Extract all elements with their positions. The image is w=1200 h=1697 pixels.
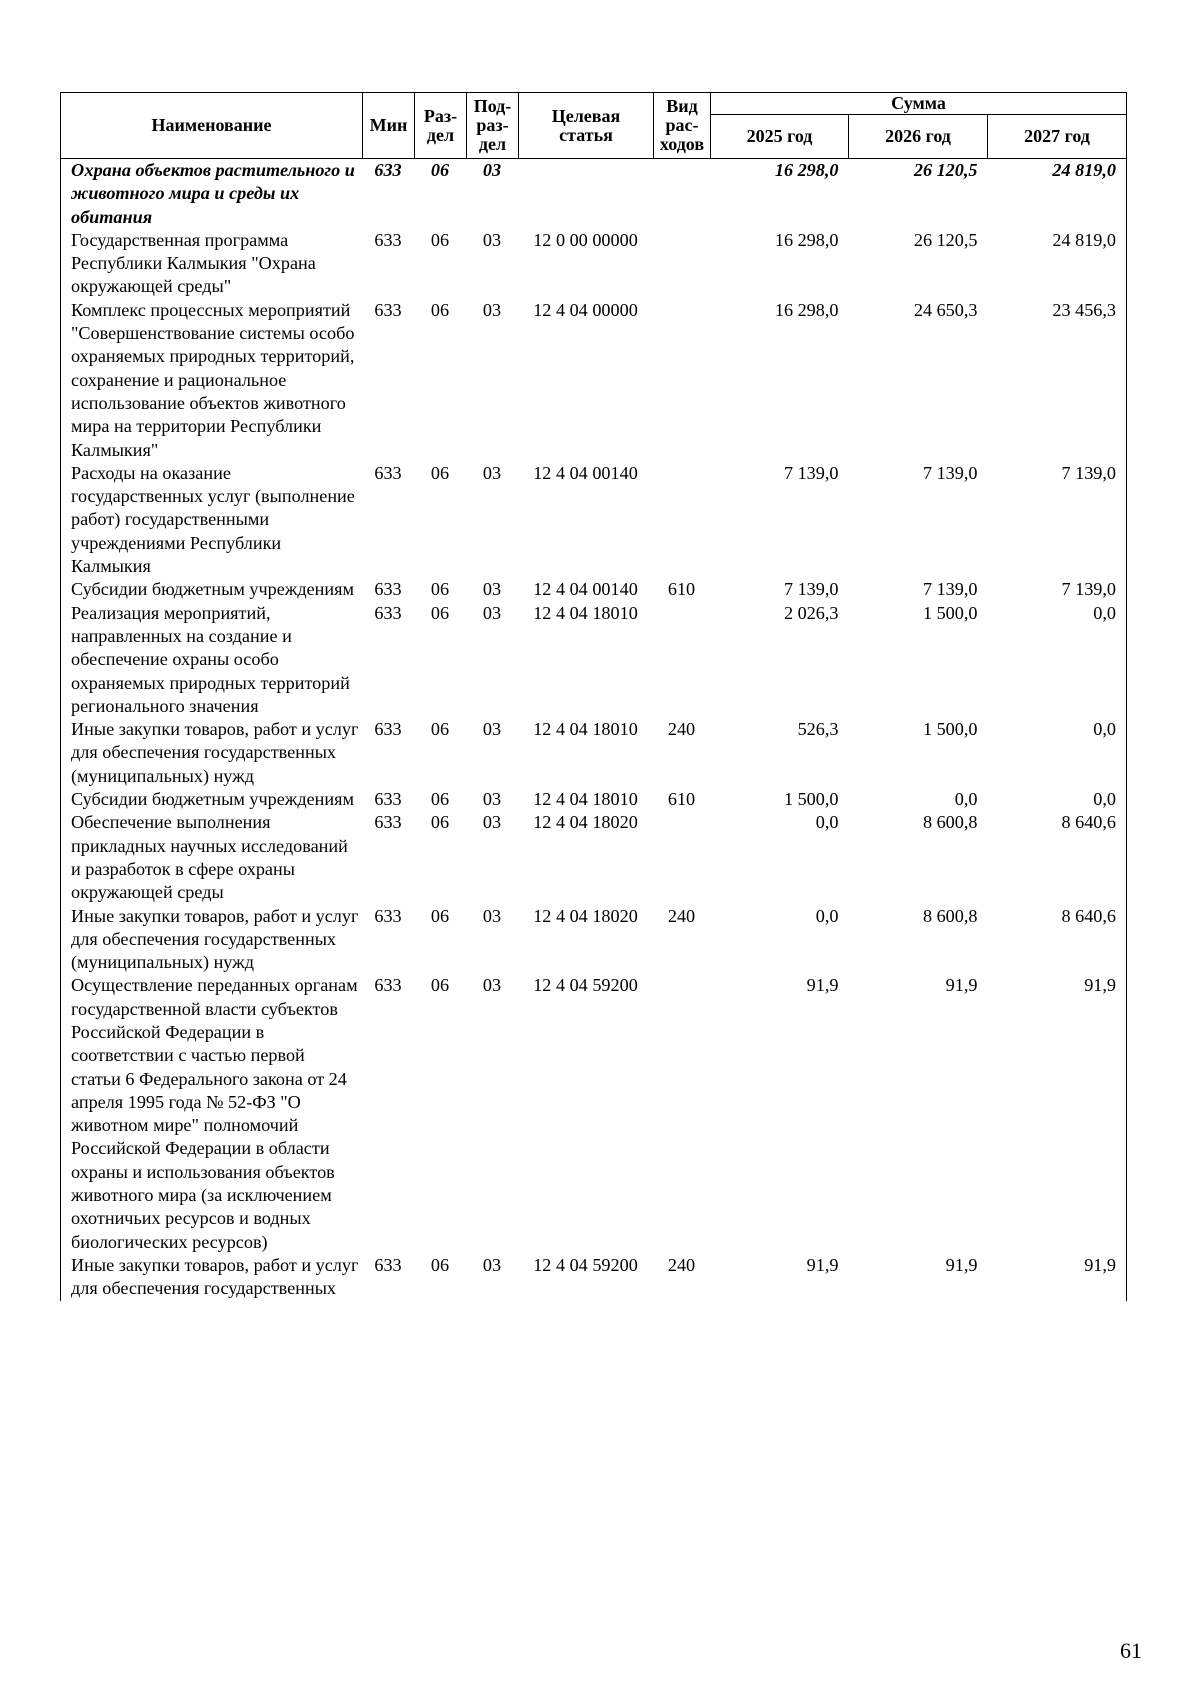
cell-subsection: 03 <box>482 160 502 180</box>
header-podrazdel: Под- раз- дел <box>467 93 519 159</box>
cell-sum-2025: 16 298,0 <box>774 229 839 250</box>
table-row <box>61 811 1127 904</box>
cell-ministry: 633 <box>374 602 402 623</box>
cell-sum-2026: 1 500,0 <box>922 602 978 623</box>
cell-subsection: 03 <box>482 602 502 623</box>
cell-expense-type <box>654 159 711 229</box>
cell-expense-type: 240 <box>667 719 696 740</box>
cell-sum-2026: 0,0 <box>954 789 978 810</box>
cell-target-article: 12 4 04 18010 <box>533 719 638 740</box>
header-target-article: Целевая статья <box>519 93 654 159</box>
cell-sum-2025: 0,0 <box>815 905 839 926</box>
cell-name: Субсидии бюджетным учреждениям <box>61 788 363 811</box>
cell-expense-type: 240 <box>667 1254 696 1275</box>
cell-sum-2027: 7 139,0 <box>988 462 1127 578</box>
cell-ministry: 633 <box>374 160 402 180</box>
cell-sum-2026: 26 120,5 <box>913 229 978 250</box>
cell-sum-2025: 16 298,0 <box>774 299 839 320</box>
cell-subsection: 03 <box>482 579 502 600</box>
cell-target-article <box>519 159 654 229</box>
cell-subsection: 03 <box>482 905 502 926</box>
cell-sum-2026: 8 600,8 <box>922 905 978 926</box>
cell-sum-2027: 8 640,6 <box>988 811 1127 904</box>
table-row <box>61 718 1127 788</box>
cell-ministry: 633 <box>374 789 402 810</box>
table-row-section-heading <box>61 159 1127 229</box>
cell-target-article: 12 4 04 18010 <box>533 602 638 623</box>
cell-section: 06 <box>430 229 450 250</box>
cell-section: 06 <box>430 299 450 320</box>
cell-subsection: 03 <box>482 789 502 810</box>
cell-subsection: 03 <box>482 1254 502 1275</box>
cell-sum-2027: 24 819,0 <box>988 229 1127 299</box>
cell-sum-2026: 1 500,0 <box>922 719 978 740</box>
cell-sum-2025: 7 139,0 <box>783 462 839 483</box>
cell-ministry: 633 <box>374 299 402 320</box>
table-row <box>61 1254 1127 1301</box>
header-expense-type: Вид рас- ходов <box>654 93 711 159</box>
cell-expense-type <box>654 974 711 1254</box>
cell-section: 06 <box>430 579 450 600</box>
cell-target-article: 12 4 04 00140 <box>533 462 638 483</box>
cell-name: Субсидии бюджетным учреждениям <box>61 578 363 601</box>
cell-name: Осуществление переданных органам государственной власти субъектов Российской Федерации в соответствии с частью первой статьи 6 Федерального закона от 24 апреля 1995 года № 52-ФЗ "О животном мире" полномочий Российской Федерации в области охраны и использования объектов животного мира (за исключением охотничьих ресурсов и водных биологических ресурсов) <box>61 974 363 1254</box>
cell-section: 06 <box>430 789 450 810</box>
cell-ministry: 633 <box>374 1254 402 1275</box>
cell-name: Расходы на оказание государственных услуг (выполнение работ) государственными учреждениями Республики Калмыкия <box>61 462 363 578</box>
cell-sum-2026: 7 139,0 <box>922 579 978 600</box>
table-row <box>61 229 1127 299</box>
cell-sum-2025: 16 298,0 <box>774 160 839 180</box>
table-body <box>61 159 1127 1301</box>
cell-target-article: 12 4 04 59200 <box>533 1254 638 1275</box>
cell-name: Иные закупки товаров, работ и услуг для обеспечения государственных <box>61 1254 363 1301</box>
cell-target-article: 12 0 00 00000 <box>533 229 638 250</box>
header-year-2025: 2025 год <box>711 115 849 159</box>
cell-target-article: 12 4 04 18020 <box>533 905 638 926</box>
cell-target-article: 12 4 04 00000 <box>533 299 638 320</box>
cell-sum-2026: 26 120,5 <box>913 160 978 180</box>
cell-expense-type <box>654 602 711 718</box>
cell-ministry: 633 <box>374 579 402 600</box>
table-row <box>61 788 1127 811</box>
budget-table <box>60 92 1127 1301</box>
cell-expense-type <box>654 299 711 462</box>
cell-target-article: 12 4 04 59200 <box>533 975 638 996</box>
cell-section: 06 <box>430 975 450 996</box>
header-sum: Сумма <box>711 93 1127 115</box>
cell-sum-2025: 0,0 <box>815 812 839 833</box>
cell-target-article: 12 4 04 00140 <box>533 579 638 600</box>
cell-ministry: 633 <box>374 812 402 833</box>
cell-target-article: 12 4 04 18010 <box>533 789 638 810</box>
header-year-2026: 2026 год <box>849 115 988 159</box>
cell-sum-2027: 0,0 <box>988 788 1127 811</box>
cell-sum-2026: 91,9 <box>945 975 978 996</box>
header-min: Мин <box>363 93 415 159</box>
cell-sum-2026: 8 600,8 <box>922 812 978 833</box>
cell-sum-2026: 7 139,0 <box>922 462 978 483</box>
cell-subsection: 03 <box>482 299 502 320</box>
cell-expense-type <box>654 462 711 578</box>
cell-sum-2027: 0,0 <box>988 602 1127 718</box>
budget-table-container <box>60 92 1126 1301</box>
cell-sum-2025: 2 026,3 <box>783 602 839 623</box>
cell-sum-2027: 24 819,0 <box>988 159 1127 229</box>
cell-name: Иные закупки товаров, работ и услуг для обеспечения государственных (муниципальных) нужд <box>61 905 363 975</box>
cell-expense-type: 610 <box>667 789 696 810</box>
cell-name: Реализация мероприятий, направленных на создание и обеспечение охраны особо охраняемых природных территорий регионального значения <box>61 602 363 718</box>
cell-section: 06 <box>430 602 450 623</box>
cell-name: Иные закупки товаров, работ и услуг для обеспечения государственных (муниципальных) нужд <box>61 718 363 788</box>
cell-sum-2025: 91,9 <box>806 1254 839 1275</box>
cell-ministry: 633 <box>374 905 402 926</box>
cell-ministry: 633 <box>374 229 402 250</box>
cell-sum-2025: 526,3 <box>797 719 839 740</box>
cell-expense-type <box>654 229 711 299</box>
cell-expense-type <box>654 811 711 904</box>
cell-section: 06 <box>430 905 450 926</box>
cell-sum-2026: 24 650,3 <box>913 299 978 320</box>
cell-subsection: 03 <box>482 229 502 250</box>
cell-target-article: 12 4 04 18020 <box>533 812 638 833</box>
cell-name: Охрана объектов растительного и животного мира и среды их обитания <box>61 159 363 229</box>
header-name: Наименование <box>61 93 363 159</box>
cell-sum-2025: 91,9 <box>806 975 839 996</box>
cell-sum-2025: 1 500,0 <box>783 789 839 810</box>
cell-section: 06 <box>430 812 450 833</box>
cell-section: 06 <box>430 719 450 740</box>
cell-sum-2027: 23 456,3 <box>988 299 1127 462</box>
cell-expense-type: 610 <box>667 579 696 600</box>
cell-sum-2027: 7 139,0 <box>988 578 1127 601</box>
cell-sum-2027: 8 640,6 <box>988 905 1127 975</box>
cell-sum-2026: 91,9 <box>945 1254 978 1275</box>
cell-subsection: 03 <box>482 975 502 996</box>
table-row <box>61 299 1127 462</box>
table-row <box>61 462 1127 578</box>
cell-subsection: 03 <box>482 812 502 833</box>
cell-sum-2025: 7 139,0 <box>783 579 839 600</box>
header-razdel: Раз- дел <box>415 93 467 159</box>
cell-section: 06 <box>430 1254 450 1275</box>
cell-sum-2027: 91,9 <box>988 974 1127 1254</box>
cell-name: Государственная программа Республики Калмыкия "Охрана окружающей среды" <box>61 229 363 299</box>
cell-section: 06 <box>430 462 450 483</box>
cell-sum-2027: 91,9 <box>988 1254 1127 1301</box>
header-year-2027: 2027 год <box>988 115 1127 159</box>
cell-expense-type: 240 <box>667 905 696 926</box>
cell-ministry: 633 <box>374 975 402 996</box>
table-header <box>61 93 1127 159</box>
table-row <box>61 602 1127 718</box>
cell-sum-2027: 0,0 <box>988 718 1127 788</box>
cell-section: 06 <box>430 160 450 180</box>
cell-subsection: 03 <box>482 462 502 483</box>
page-number: 61 <box>1120 1638 1142 1663</box>
cell-subsection: 03 <box>482 719 502 740</box>
cell-name: Обеспечение выполнения прикладных научных исследований и разработок в сфере охраны окружающей среды <box>61 811 363 904</box>
cell-ministry: 633 <box>374 719 402 740</box>
cell-name: Комплекс процессных мероприятий "Совершенствование системы особо охраняемых природных территорий, сохранение и рациональное использование объектов животного мира на территории Республики Калмыкия" <box>61 299 363 462</box>
table-row <box>61 974 1127 1254</box>
table-row <box>61 578 1127 601</box>
cell-ministry: 633 <box>374 462 402 483</box>
table-row <box>61 905 1127 975</box>
